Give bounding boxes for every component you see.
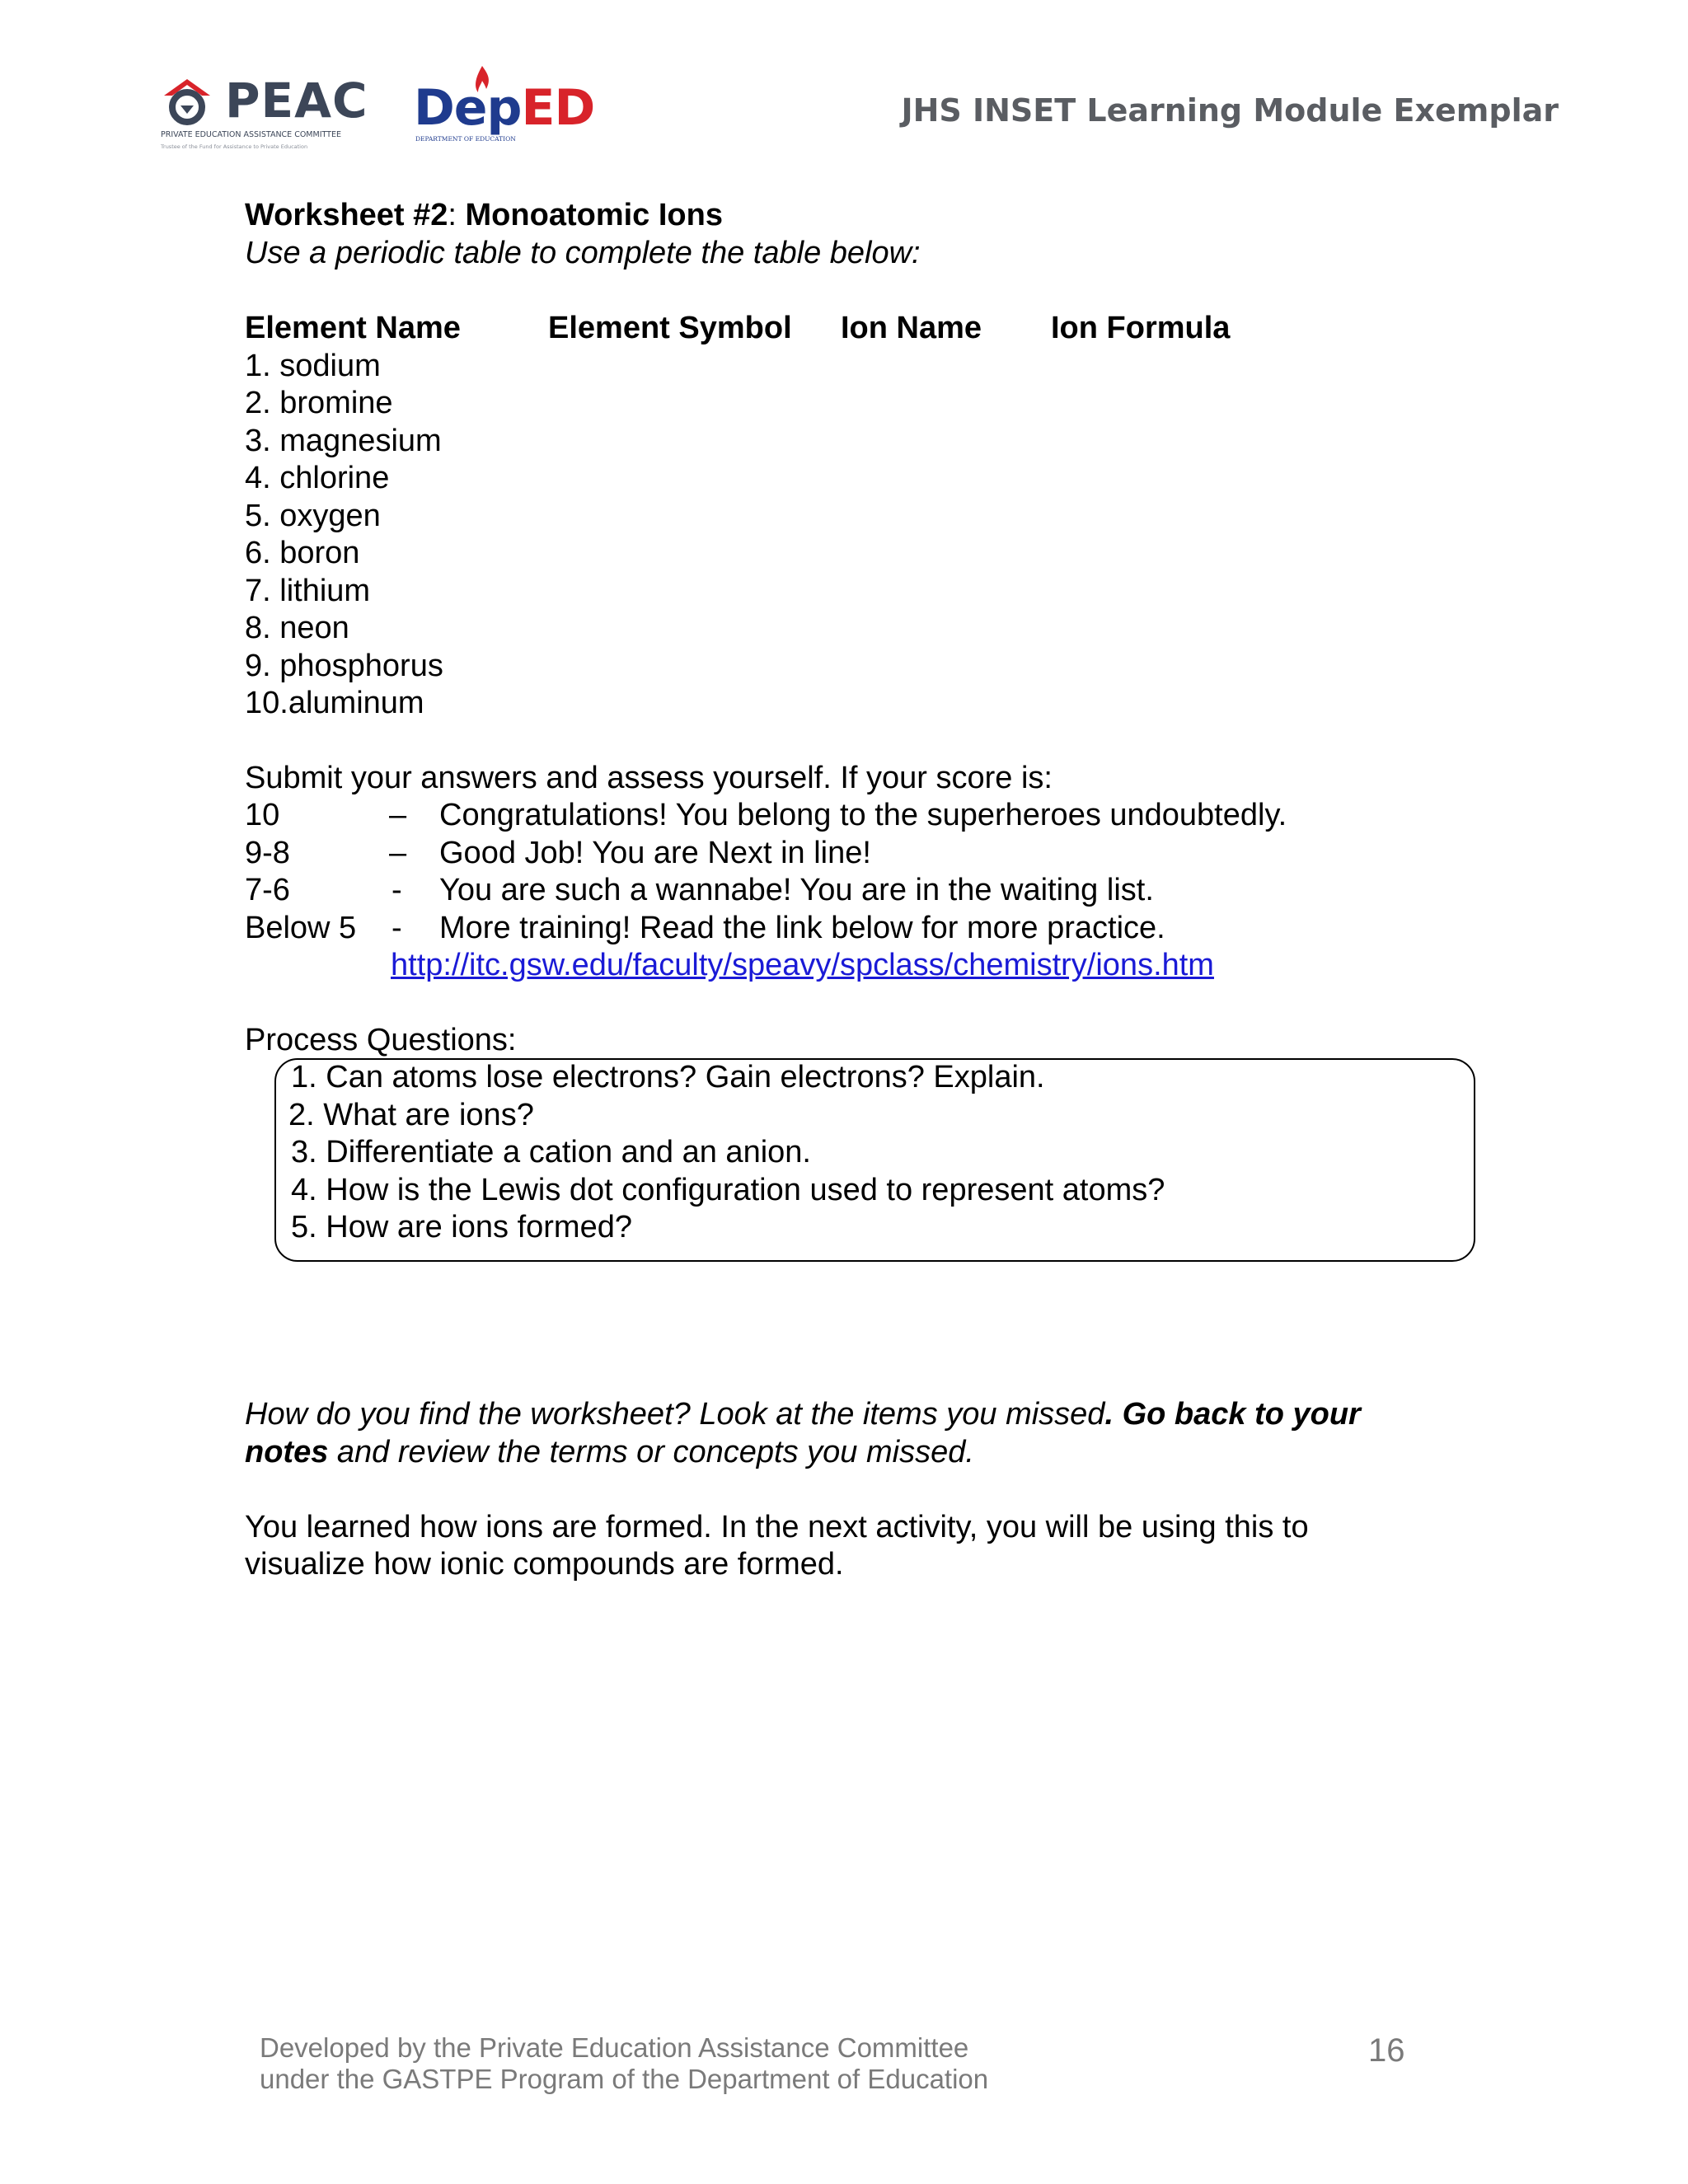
score-dash: - <box>392 873 402 907</box>
page-number: 16 <box>1368 2032 1405 2069</box>
process-question: 3. Differentiate a cation and an anion. <box>291 1135 811 1169</box>
process-question: 2. What are ions? <box>288 1098 534 1132</box>
element-row: 2. bromine <box>245 386 393 420</box>
element-row: 5. oxygen <box>245 499 381 533</box>
deped-wordmark: DepED <box>414 79 595 137</box>
peac-emblem-icon <box>161 77 213 125</box>
process-question: 1. Can atoms lose electrons? Gain electrons? Explain. <box>291 1060 1045 1094</box>
column-header-ion-formula: Ion Formula <box>1051 311 1231 345</box>
column-header-element-name: Element Name <box>245 311 461 345</box>
score-dash: – <box>389 798 407 832</box>
element-row: 1. sodium <box>245 349 381 383</box>
element-row: 6. boron <box>245 536 360 570</box>
practice-link[interactable]: http://itc.gsw.edu/faculty/speavy/spclass/chemistry/ions.htm <box>391 948 1214 982</box>
column-header-ion-name: Ion Name <box>841 311 982 345</box>
score-dash: – <box>389 836 407 870</box>
peac-subtitle: PRIVATE EDUCATION ASSISTANCE COMMITTEE <box>161 130 341 139</box>
score-message: Congratulations! You belong to the superheroes undoubtedly. <box>439 798 1287 832</box>
worksheet-instruction: Use a periodic table to complete the table below: <box>245 236 921 270</box>
process-question: 4. How is the Lewis dot configuration used to represent atoms? <box>291 1173 1165 1207</box>
footer-line-1: Developed by the Private Education Assistance Committee <box>260 2032 969 2063</box>
element-row: 3. magnesium <box>245 424 442 458</box>
closing-line-1: You learned how ions are formed. In the next activity, you will be using this to <box>245 1510 1309 1544</box>
element-row: 7. lithium <box>245 574 371 608</box>
deped-subtitle: DEPARTMENT OF EDUCATION <box>415 135 516 143</box>
process-questions-heading: Process Questions: <box>245 1023 517 1057</box>
score-range: Below 5 <box>245 911 357 945</box>
reflection-line-1: How do you find the worksheet? Look at the items you missed. Go back to your <box>245 1397 1361 1432</box>
worksheet-title: Worksheet #2: Monoatomic Ions <box>245 198 723 232</box>
element-row: 4. chlorine <box>245 461 390 495</box>
footer-credit <box>260 2032 988 2095</box>
column-header-element-symbol: Element Symbol <box>548 311 792 345</box>
score-range: 9-8 <box>245 836 290 870</box>
score-range: 7-6 <box>245 873 290 907</box>
element-row: 8. neon <box>245 611 349 645</box>
peac-tagline: Trustee of the Fund for Assistance to Private Education <box>161 143 308 150</box>
scoring-intro: Submit your answers and assess yourself. If your score is: <box>245 761 1053 795</box>
process-question: 5. How are ions formed? <box>291 1210 632 1244</box>
peac-wordmark: PEAC <box>225 73 368 129</box>
deped-logo <box>414 64 595 147</box>
module-title: JHS INSET Learning Module Exemplar <box>901 92 1559 129</box>
closing-line-2: visualize how ionic compounds are formed. <box>245 1547 844 1582</box>
score-range: 10 <box>245 798 280 832</box>
peac-logo <box>161 73 383 158</box>
element-row: 10.aluminum <box>245 686 424 720</box>
element-row: 9. phosphorus <box>245 649 443 683</box>
footer-line-2: under the GASTPE Program of the Department of Education <box>260 2064 989 2094</box>
score-message: Good Job! You are Next in line! <box>439 836 871 870</box>
score-message: More training! Read the link below for more practice. <box>439 911 1165 945</box>
reflection-line-2: notes and review the terms or concepts you missed. <box>245 1435 974 1469</box>
score-message: You are such a wannabe! You are in the waiting list. <box>439 873 1154 907</box>
score-dash: - <box>392 911 402 945</box>
